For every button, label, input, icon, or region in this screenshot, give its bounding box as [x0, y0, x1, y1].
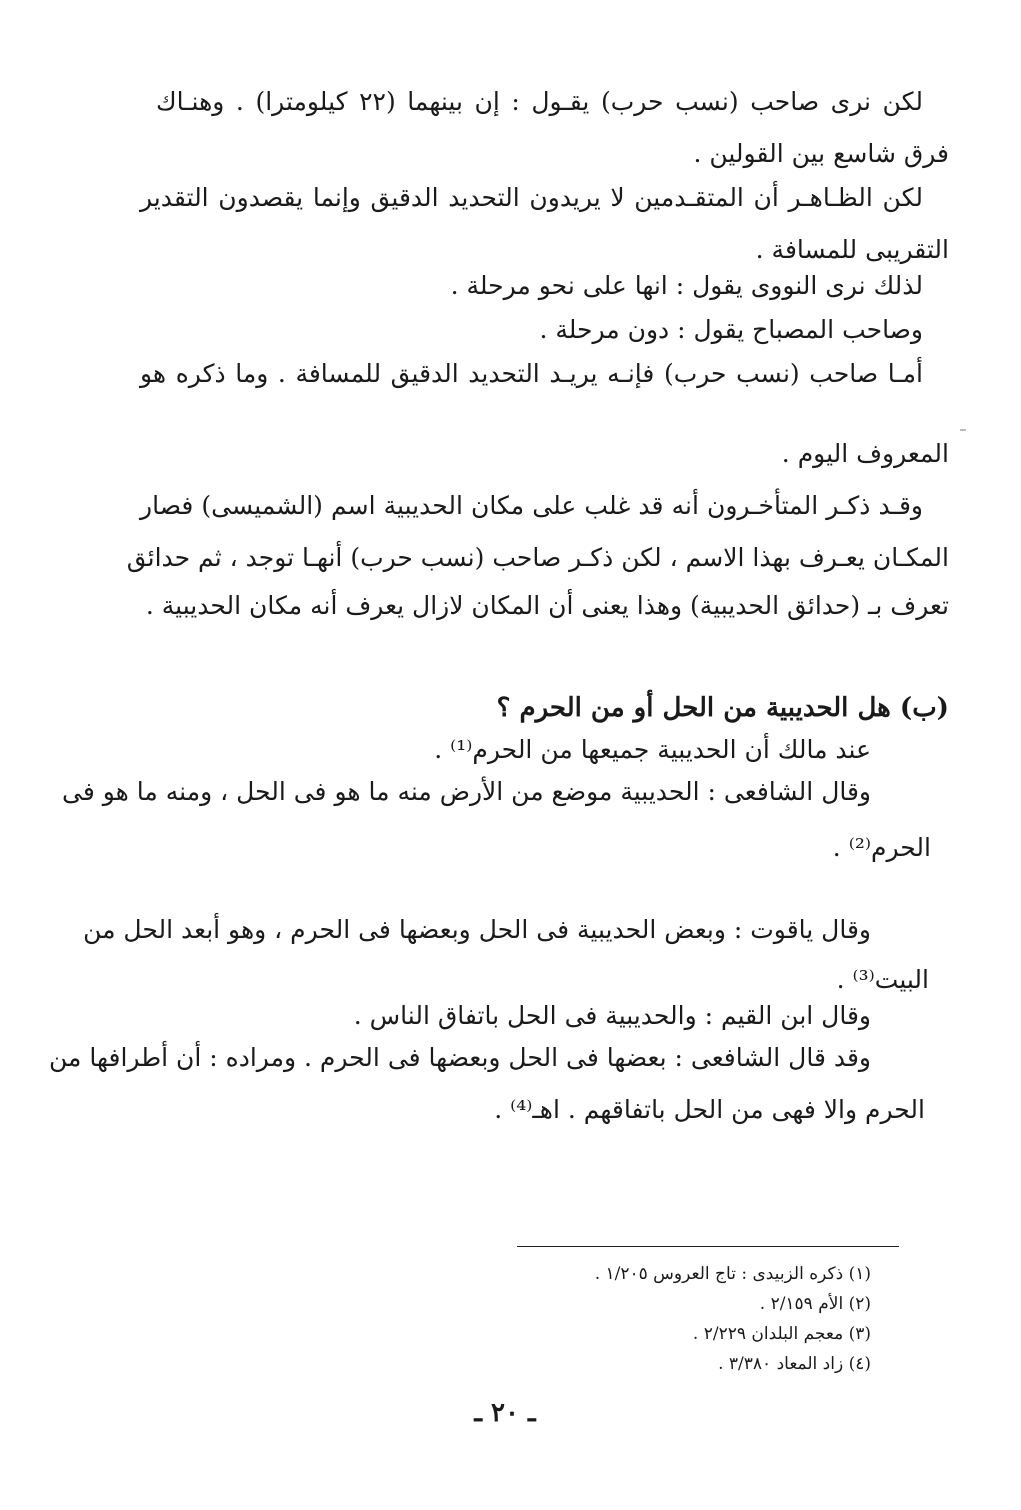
section-b-line-1: عند مالك أن الحديبية جميعها من الحرم⁽¹⁾ . [434, 735, 871, 764]
paragraph-4-line-1: وقـد ذكـر المتأخـرون أنه قد غلب على مكان الحديبية اسم (الشميسى) فصار [140, 491, 923, 520]
footnote-3: (٣) معجم البلدان ٢/٢٢٩ . [692, 1324, 871, 1344]
section-b-line-6: وقال ابن القيم : والحديبية فى الحل باتفاق الناس . [353, 1001, 871, 1030]
footnote-1: (١) ذكره الزبيدى : تاج العروس ١/٢٠٥ . [594, 1264, 871, 1284]
footnote-separator [517, 1246, 899, 1247]
paragraph-1-line-2: فرق شاسع بين القولين . [693, 139, 949, 168]
paragraph-3-line-1: لذلك نرى النووى يقول : انها على نحو مرحلة . [450, 271, 923, 300]
scan-speck [960, 429, 966, 431]
section-b-line-4: وقال ياقوت : وبعض الحديبية فى الحل وبعضها فى الحرم ، وهو أبعد الحل من [83, 915, 871, 944]
section-b-line-3: الحرم⁽²⁾ . [832, 833, 931, 862]
section-b-line-8: الحرم والا فهى من الحل باتفاقهم . اهـ⁽⁴⁾ . [494, 1095, 925, 1124]
paragraph-2-line-2: التقريبى للمسافة . [755, 235, 949, 264]
paragraph-3-line-3: أمـا صاحب (نسب حرب) فإنـه يريـد التحديد الدقيق للمسافة . وما ذكره هو [140, 359, 923, 388]
footnote-4: (٤) زاد المعاد ٣/٣٨٠ . [718, 1354, 871, 1374]
section-b-line-5: البيت⁽³⁾ . [836, 965, 929, 994]
page-number: ـ ٢٠ ـ [474, 1398, 536, 1428]
section-b-heading: (ب) هل الحديبية من الحل أو من الحرم ؟ [496, 693, 949, 723]
footnote-2: (٢) الأم ٢/١٥٩ . [759, 1294, 871, 1314]
paragraph-3-line-4: المعروف اليوم . [781, 439, 949, 468]
paragraph-4-line-2: المكـان يعـرف بهذا الاسم ، لكن ذكـر صاحب (نسب حرب) أنهـا توجد ، ثم حدائق [126, 543, 949, 572]
paragraph-4-line-3: تعرف بـ (حدائق الحديبية) وهذا يعنى أن المكان لازال يعرف أنه مكان الحديبية . [145, 591, 949, 620]
paragraph-2-line-1: لكن الظـاهـر أن المتقـدمين لا يريدون التحديد الدقيق وإنما يقصدون التقدير [140, 183, 923, 212]
section-b-line-7: وقد قال الشافعى : بعضها فى الحل وبعضها فى الحرم . ومراده : أن أطرافها من [49, 1043, 871, 1072]
section-b-line-2: وقال الشافعى : الحديبية موضع من الأرض منه ما هو فى الحل ، ومنه ما هو فى [62, 777, 871, 806]
paragraph-3-line-2: وصاحب المصباح يقول : دون مرحلة . [539, 315, 923, 344]
paragraph-1-line-1: لكن نرى صاحب (نسب حرب) يقـول : إن بينهما (٢٢ كيلومترا) . وهنـاك [156, 87, 923, 116]
